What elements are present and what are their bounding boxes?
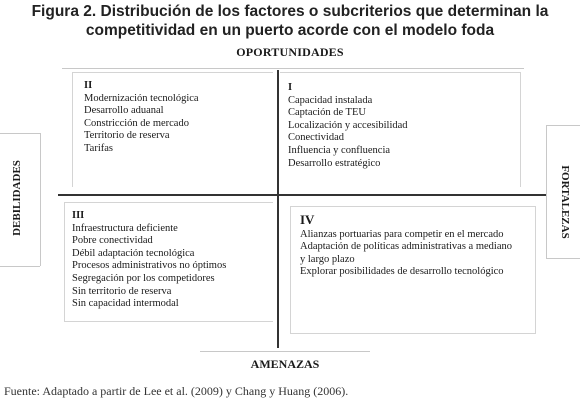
list-item: Modernización tecnológica xyxy=(84,92,199,104)
list-item: Desarrollo aduanal xyxy=(84,105,164,117)
quadrant-ii-list xyxy=(84,93,199,156)
list-item: Adaptación de políticas administrativas a mediano xyxy=(300,241,512,253)
list-item: Sin capacidad intermodal xyxy=(72,298,179,310)
bottom-bracket-line xyxy=(200,351,370,352)
list-item: Conectividad xyxy=(288,132,344,144)
right-bracket-bottom xyxy=(546,258,580,259)
right-bracket-top xyxy=(546,125,580,126)
left-bracket-top xyxy=(0,133,40,134)
list-item: y largo plazo xyxy=(300,253,355,265)
axis-label-left xyxy=(5,160,29,236)
axis-label-left-text: DEBILIDADES xyxy=(11,160,23,236)
right-bracket-vertical xyxy=(546,125,547,258)
axis-label-right xyxy=(553,165,577,239)
list-item: Explorar posibilidades de desarrollo tecnológico xyxy=(300,266,504,278)
list-item: Capacidad instalada xyxy=(288,94,373,106)
quadrant-iii xyxy=(72,210,226,311)
figure-title-line-2: competitividad en un puerto acorde con el modelo foda xyxy=(85,22,495,39)
quadrant-i xyxy=(288,82,408,170)
list-item: Territorio de reserva xyxy=(84,130,170,142)
list-item: Localización y accesibilidad xyxy=(288,119,408,131)
quadrant-iv xyxy=(300,214,512,279)
list-item: Procesos administrativos no óptimos xyxy=(72,260,227,272)
axis-label-bottom: AMENAZAS xyxy=(250,357,320,371)
axis-label-right-text: FORTALEZAS xyxy=(559,165,571,239)
list-item: Alianzas portuarias para competir en el mercado xyxy=(300,228,504,240)
horizontal-axis xyxy=(58,194,546,196)
top-bracket-line xyxy=(62,68,524,69)
list-item: Segregación por los competidores xyxy=(72,272,215,284)
quadrant-ii xyxy=(84,80,199,156)
quadrant-iv-numeral: IV xyxy=(300,212,315,227)
axis-label-top: OPORTUNIDADES xyxy=(236,45,344,59)
list-item: Sin territorio de reserva xyxy=(72,285,172,297)
figure-title-line-1: Figura 2. Distribución de los factores o subcriterios que determinan la xyxy=(31,3,549,20)
quadrant-iii-numeral: III xyxy=(72,210,85,221)
left-bracket-bottom xyxy=(0,266,40,267)
left-bracket-vertical xyxy=(40,133,41,266)
list-item: Débil adaptación tecnológica xyxy=(72,247,195,259)
list-item: Constricción de mercado xyxy=(84,117,189,129)
quadrant-i-numeral: I xyxy=(288,82,293,93)
list-item: Pobre conectividad xyxy=(72,235,153,247)
list-item: Tarifas xyxy=(84,142,113,154)
quadrant-iii-list xyxy=(72,223,226,311)
source-note: Fuente: Adaptado a partir de Lee et al. (2009) y Chang y Huang (2006). xyxy=(4,384,349,398)
list-item: Desarrollo estratégico xyxy=(288,157,381,169)
figure-title xyxy=(0,2,580,40)
list-item: Influencia y confluencia xyxy=(288,144,391,156)
quadrant-iv-list xyxy=(300,229,512,279)
quadrant-i-list xyxy=(288,95,408,171)
vertical-axis xyxy=(277,70,279,348)
list-item: Captación de TEU xyxy=(288,107,366,119)
list-item: Infraestructura deficiente xyxy=(72,222,178,234)
quadrant-ii-numeral: II xyxy=(84,80,93,91)
